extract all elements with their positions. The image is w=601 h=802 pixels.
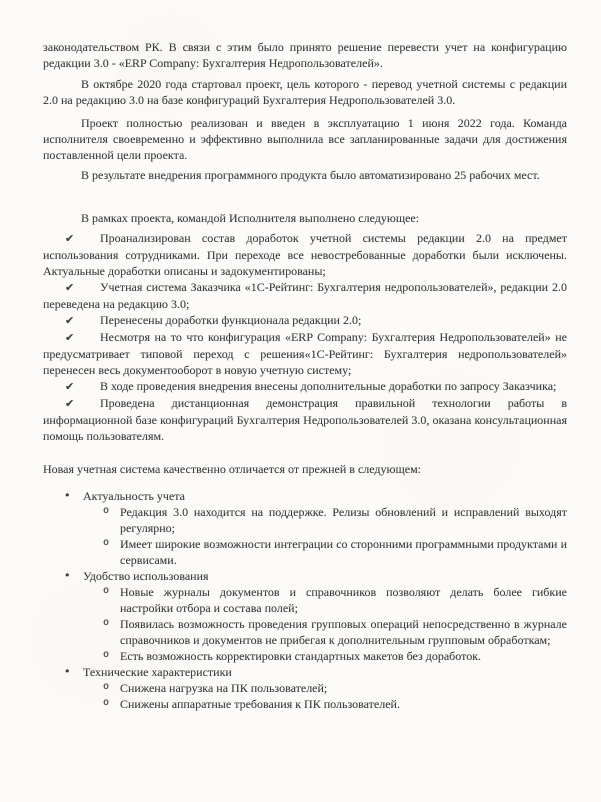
bullet-icon: • <box>64 489 71 502</box>
advantage-group-title <box>43 568 567 584</box>
check-icon: ✔ <box>65 331 75 344</box>
checklist-item-text: Проанализирован состав доработок учетной системы редакции 2.0 на предмет использования сотрудниками. При переходе все невостребованные доработки были исключены. Актуальные доработки описаны и задокументированы; <box>43 231 567 278</box>
advantage-item-text: Имеет широкие возможности интеграции со сторонними программными продуктами и сервисами. <box>120 537 567 567</box>
checklist-item <box>43 312 567 329</box>
advantage-item <box>43 680 567 696</box>
circle-icon: o <box>103 649 110 660</box>
check-icon: ✔ <box>65 314 75 327</box>
advantage-group-title <box>43 664 567 680</box>
checklist-item <box>43 395 567 444</box>
advantage-item-text: Появилась возможность проведения групповых операций непосредственно в журнале справочников и документов не прибегая к дополнительным групповым обработкам; <box>120 617 567 647</box>
advantage-item <box>43 584 567 616</box>
advantage-item-text: Снижена нагрузка на ПК пользователей; <box>120 681 328 695</box>
advantage-title-text: Технические характеристики <box>83 665 232 679</box>
advantage-item <box>43 696 567 712</box>
paragraph-workplaces: В результате внедрения программного продукта было автоматизировано 25 рабочих мест. <box>81 168 540 182</box>
circle-icon: o <box>103 697 110 708</box>
document-body <box>43 39 567 712</box>
checklist-item <box>43 279 567 312</box>
checklist-item <box>43 230 567 279</box>
advantage-item-text: Снижены аппаратные требования к ПК пользователей. <box>120 697 400 711</box>
paragraph-continuation: законодательством РК. В связи с этим было принято решение перевести учет на конфигурацию редакции 3.0 - «ERP Company: Бухгалтерия Недропользователей». <box>43 40 567 70</box>
advantage-item-text: Есть возможность корректировки стандартных макетов без доработок. <box>120 649 482 663</box>
checklist-item-text: Проведена дистанционная демонстрация правильной технологии работы в информационной базе конфигураций Бухгалтерия Недропользователей 3.0, оказана консультационная помощь пользователям. <box>43 396 567 443</box>
advantage-title-text: Удобство использования <box>83 569 209 583</box>
check-icon: ✔ <box>65 281 75 294</box>
advantage-group-title <box>43 488 567 504</box>
circle-icon: o <box>103 585 110 596</box>
advantage-title-text: Актуальность учета <box>83 489 185 503</box>
summary-heading: Новая учетная система качественно отличается от прежней в следующем: <box>43 462 421 476</box>
advantage-item-text: Новые журналы документов и справочников позволяют делать более гибкие настройки отбора и состава полей; <box>120 585 567 615</box>
circle-icon: o <box>103 537 110 548</box>
bullet-icon: • <box>64 665 71 678</box>
check-icon: ✔ <box>65 397 75 410</box>
checklist-heading: В рамках проекта, командой Исполнителя выполнено следующее: <box>81 211 420 225</box>
checklist-item-text: Учетная система Заказчика «1С-Рейтинг: Бухгалтерия недропользователей», редакции 2.0 переведена на редакцию 3.0; <box>43 280 567 311</box>
advantage-item <box>43 504 567 536</box>
advantage-item <box>43 536 567 568</box>
check-icon: ✔ <box>65 232 75 245</box>
checklist-item-text: Перенесены доработки функционала редакции 2.0; <box>100 313 362 327</box>
check-icon: ✔ <box>65 380 75 393</box>
paragraph-project-start: В октябре 2020 года стартовал проект, цель которого - перевод учетной системы с редакции 2.0 на редакцию 3.0 на базе конфигураций Бухгалтерия Недропользователей 3.0. <box>43 77 567 107</box>
advantage-item <box>43 616 567 648</box>
advantage-item <box>43 648 567 664</box>
circle-icon: o <box>103 617 110 628</box>
advantage-item-text: Редакция 3.0 находится на поддержке. Релизы обновлений и исправлений выходят регулярно; <box>120 505 567 535</box>
checklist-item-text: Несмотря на то что конфигурация «ERP Company: Бухгалтерия Недропользователей» не предусматривает типовой переход с решения«1С-Рейтинг: Бухгалтерия недропользователей» перенесен весь документооборот в новую учетную систему; <box>43 330 567 377</box>
circle-icon: o <box>103 681 110 692</box>
paragraph-project-done: Проект полностью реализован и введен в эксплуатацию 1 июня 2022 года. Команда исполнителя своевременно и эффективно выполнила все запланированные задачи для достижения поставленной цели проекта. <box>43 116 567 162</box>
checklist-item <box>43 378 567 395</box>
circle-icon: o <box>103 505 110 516</box>
bullet-icon: • <box>64 569 71 582</box>
checklist-item-text: В ходе проведения внедрения внесены дополнительные доработки по запросу Заказчика; <box>100 379 557 393</box>
advantages-list <box>43 488 567 712</box>
checklist-item <box>43 329 567 378</box>
